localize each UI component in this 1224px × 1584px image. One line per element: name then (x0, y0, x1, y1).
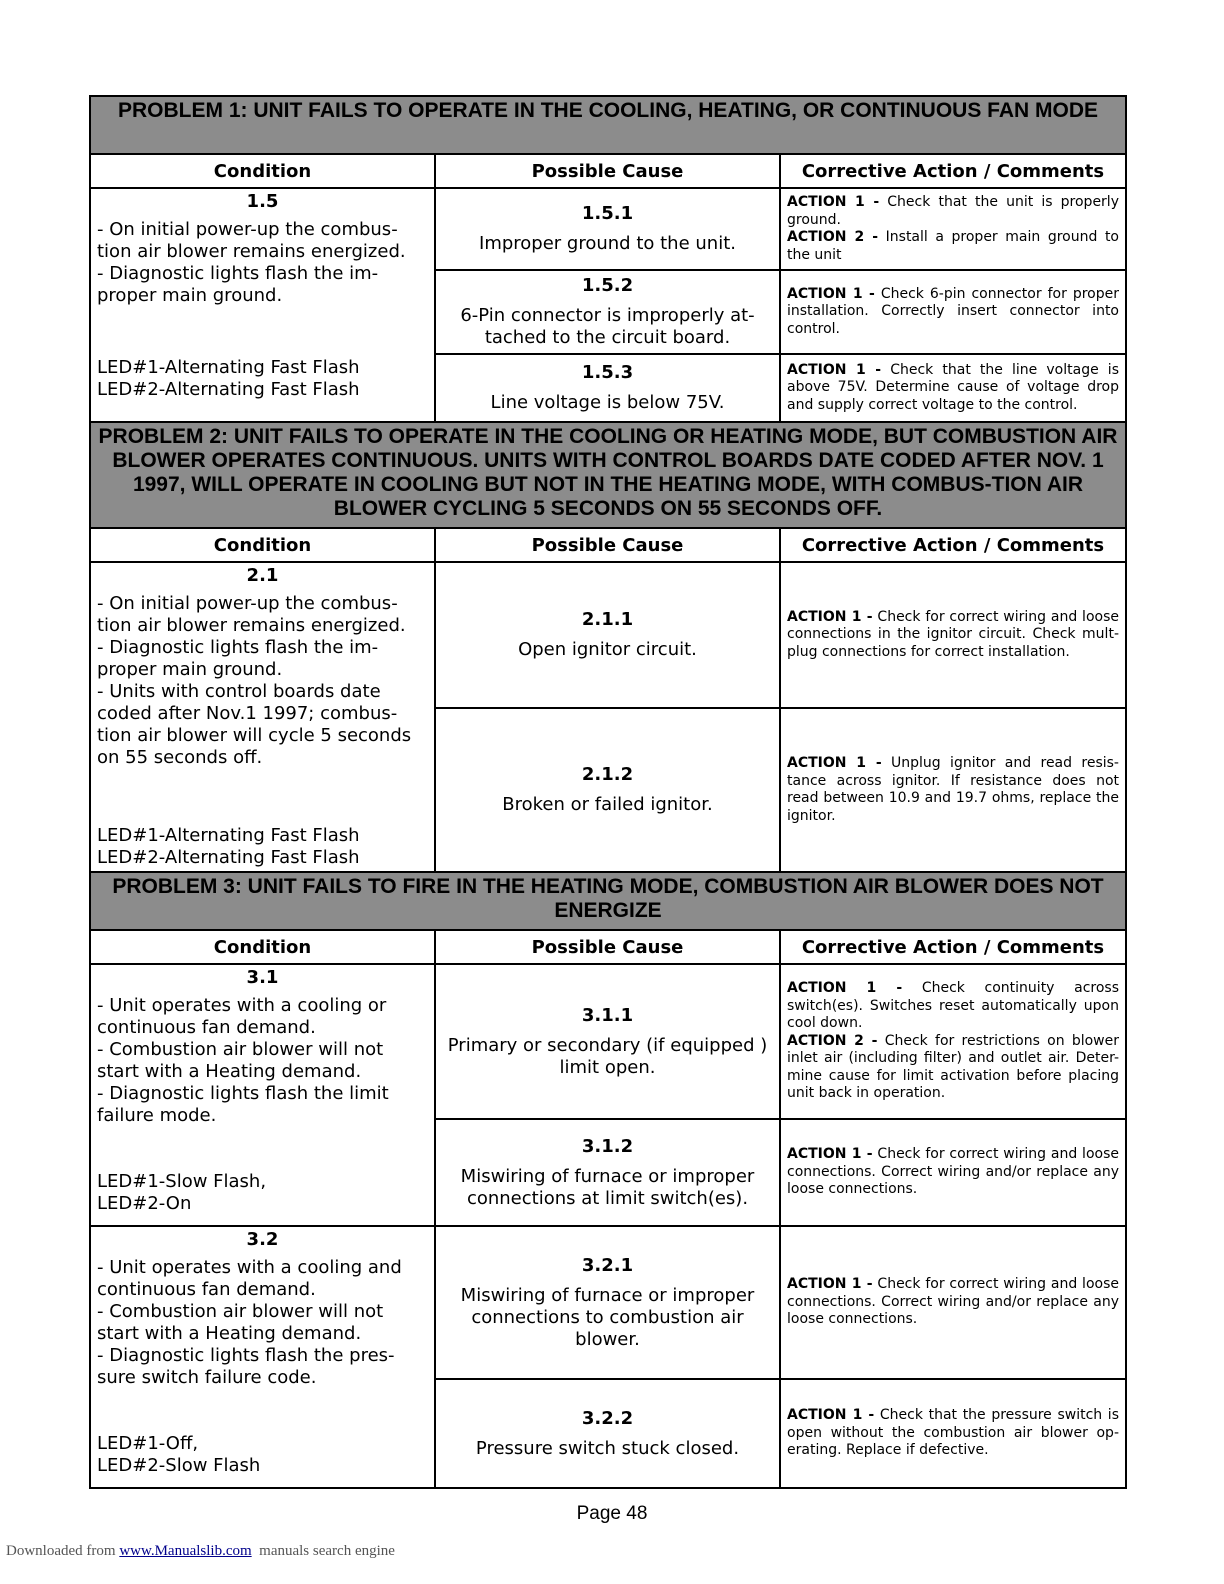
action-label: ACTION 2 - (787, 229, 879, 245)
header-corrective-action: Corrective Action / Comments (801, 534, 1105, 556)
cause-number: 1.5.1 (581, 203, 634, 224)
problem-title: PROBLEM 1: UNIT FAILS TO OPERATE IN THE COOLING, HEATING, OR CONTINUOUS FAN MODE (91, 97, 1125, 155)
action-text: Check that the unit is properly ground. (787, 194, 1119, 228)
cause-number: 3.1.1 (581, 1004, 634, 1026)
condition-cell (91, 189, 436, 421)
cause-text: 6-Pin connector is improperly at-tached to the circuit board. (460, 305, 755, 348)
condition-number: 3.2 (246, 1229, 279, 1250)
action-label: ACTION 1 - (787, 1276, 873, 1293)
cause-text: Miswiring of furnace or improper connections at limit switch(es). (460, 1165, 755, 1209)
page-number: Page 48 (576, 1503, 648, 1524)
action-label: ACTION 1 - (787, 194, 880, 210)
corrective-action-cell (781, 189, 1125, 269)
possible-cause-cell (436, 709, 781, 871)
cause-row (436, 1120, 1125, 1225)
action-text: Check for correct wiring and loose connections. Correct wiring and/or replace any loose connections. (787, 1276, 1119, 1328)
corrective-action-cell (781, 1227, 1125, 1378)
condition-block (91, 189, 1125, 423)
cause-rows (436, 189, 1125, 421)
action-label: ACTION 1 - (787, 361, 882, 378)
troubleshooting-table (89, 95, 1127, 1489)
cause-text: Open ignitor circuit. (518, 639, 697, 660)
corrective-action-cell (781, 1380, 1125, 1487)
corrective-action-cell (781, 271, 1125, 353)
cause-number: 3.2.2 (581, 1407, 634, 1429)
header-possible-cause: Possible Cause (436, 931, 781, 963)
cause-number: 1.5.2 (581, 275, 634, 296)
action-text: Check for correct wiring and loose connections. Correct wiring and/or replace any loose connections. (787, 1146, 1119, 1198)
action-label: ACTION 1 - (787, 755, 882, 771)
condition-number: 2.1 (246, 565, 279, 586)
corrective-action-cell (781, 563, 1125, 707)
possible-cause-cell (436, 1227, 781, 1378)
condition-block (91, 965, 1125, 1227)
corrective-action-cell (781, 355, 1125, 421)
action-text: Install a proper main ground to the unit (787, 229, 1119, 263)
header-condition: Condition (91, 529, 436, 561)
cause-number: 2.1.1 (581, 609, 634, 630)
action-label: ACTION 1 - (787, 980, 903, 997)
corrective-action-cell (781, 965, 1125, 1118)
action-label: ACTION 1 - (787, 1146, 873, 1163)
header-corrective-action: Corrective Action / Comments (801, 160, 1105, 182)
condition-description: - On initial power-up the combus- tion air blower remains energized. - Diagnostic lights flash the im- proper main ground. (97, 219, 406, 306)
cause-row (436, 965, 1125, 1120)
column-header-row (91, 529, 1125, 563)
led-status: LED#1-Alternating Fast Flash LED#2-Alternating Fast Flash (97, 825, 360, 868)
header-corrective-action: Corrective Action / Comments (801, 936, 1105, 958)
cause-number: 1.5.3 (581, 362, 634, 383)
possible-cause-cell (436, 563, 781, 707)
problem-title: PROBLEM 3: UNIT FAILS TO FIRE IN THE HEATING MODE, COMBUSTION AIR BLOWER DOES NOT ENERGIZE (91, 873, 1125, 931)
download-footer (6, 1543, 395, 1560)
cause-row (436, 189, 1125, 271)
possible-cause-cell (436, 965, 781, 1118)
condition-block (91, 1227, 1125, 1487)
cause-row (436, 709, 1125, 871)
header-possible-cause: Possible Cause (436, 155, 781, 187)
led-status: LED#1-Slow Flash, LED#2-On (97, 1171, 267, 1214)
possible-cause-cell (436, 355, 781, 421)
cause-number: 2.1.2 (581, 764, 634, 785)
action-text: Unplug ignitor and read resis-tance across ignitor. If resistance does not read between 10.9 and 19.7 ohms, replace the ignitor. (787, 755, 1119, 824)
condition-cell (91, 965, 436, 1225)
header-condition: Condition (91, 155, 436, 187)
action-text: Check that the line voltage is above 75V. Determine cause of voltage drop and supply correct voltage to the control. (787, 361, 1119, 413)
cause-row (436, 271, 1125, 355)
header-possible-cause: Possible Cause (436, 529, 781, 561)
header-condition: Condition (91, 931, 436, 963)
cause-rows (436, 965, 1125, 1225)
cause-row (436, 1380, 1125, 1487)
action-text: Check 6-pin connector for proper installation. Correctly insert connector into control. (787, 285, 1119, 337)
action-text: Check continuity across switch(es). Switches reset automatically upon cool down. (787, 980, 1119, 1032)
cause-text: Improper ground to the unit. (479, 233, 736, 254)
condition-description: - Unit operates with a cooling and continuous fan demand. - Combustion air blower will not start with a Heating demand. - Diagnostic lights flash the pres- sure switch failure code. (97, 1257, 402, 1388)
cause-row (436, 1227, 1125, 1380)
column-header-row (91, 931, 1125, 965)
cause-number: 3.2.1 (581, 1254, 634, 1276)
led-status: LED#1-Alternating Fast Flash LED#2-Alternating Fast Flash (97, 357, 360, 400)
cause-row (436, 563, 1125, 709)
possible-cause-cell (436, 271, 781, 353)
manualslib-link[interactable]: www.Manualslib.com (119, 1543, 252, 1559)
cause-text: Miswiring of furnace or improper connections to combustion air blower. (460, 1284, 755, 1350)
condition-block (91, 563, 1125, 873)
condition-description: - On initial power-up the combus- tion air blower remains energized. - Diagnostic lights flash the im- proper main ground. - Units with control boards date coded after Nov.1 1997; combus- tion air blower will cycle 5 seconds on 55 seconds off. (97, 593, 412, 768)
column-header-row (91, 155, 1125, 189)
condition-cell (91, 1227, 436, 1487)
problem-title: PROBLEM 2: UNIT FAILS TO OPERATE IN THE COOLING OR HEATING MODE, BUT COMBUSTION AIR BLOWER OPERATES CONTINUOUS. UNITS WITH CONTROL BOARDS DATE CODED AFTER NOV. 1 1997, WILL OPERATE IN COOLING BUT NOT IN THE HEATING MODE, WITH COMBUS-TION AIR BLOWER CYCLING 5 SECONDS ON 55 SECONDS OFF. (91, 423, 1125, 529)
corrective-action-cell (781, 709, 1125, 871)
cause-text: Primary or secondary (if equipped ) limit open. (447, 1034, 768, 1078)
led-status: LED#1-Off, LED#2-Slow Flash (97, 1433, 261, 1476)
cause-rows (436, 1227, 1125, 1487)
possible-cause-cell (436, 1380, 781, 1487)
possible-cause-cell (436, 1120, 781, 1225)
action-label: ACTION 1 - (787, 608, 873, 625)
cause-number: 3.1.2 (581, 1135, 634, 1157)
cause-text: Line voltage is below 75V. (490, 392, 725, 413)
corrective-action-cell (781, 1120, 1125, 1225)
condition-cell (91, 563, 436, 871)
action-text: Check for restrictions on blower inlet air (including filter) and outlet air. Deter-mine cause for limit activation before placing unit back in operation. (787, 1032, 1119, 1102)
action-label: ACTION 1 - (787, 285, 875, 302)
action-text: Check that the pressure switch is open without the combustion air blower op-erating. Replace if defective. (787, 1407, 1119, 1459)
condition-number: 3.1 (246, 967, 279, 988)
footer-prefix: Downloaded from (6, 1543, 120, 1559)
possible-cause-cell (436, 189, 781, 269)
footer-suffix: manuals search engine (251, 1543, 395, 1559)
action-label: ACTION 2 - (787, 1032, 878, 1049)
cause-row (436, 355, 1125, 421)
condition-number: 1.5 (246, 191, 279, 212)
cause-rows (436, 563, 1125, 871)
action-label: ACTION 1 - (787, 1407, 875, 1424)
action-text: Check for correct wiring and loose connections in the ignitor circuit. Check mult-plug connections for correct installation. (787, 608, 1119, 660)
cause-text: Pressure switch stuck closed. (475, 1437, 740, 1459)
cause-text: Broken or failed ignitor. (502, 794, 713, 815)
condition-description: - Unit operates with a cooling or continuous fan demand. - Combustion air blower will not start with a Heating demand. - Diagnostic lights flash the limit failure mode. (97, 995, 389, 1126)
